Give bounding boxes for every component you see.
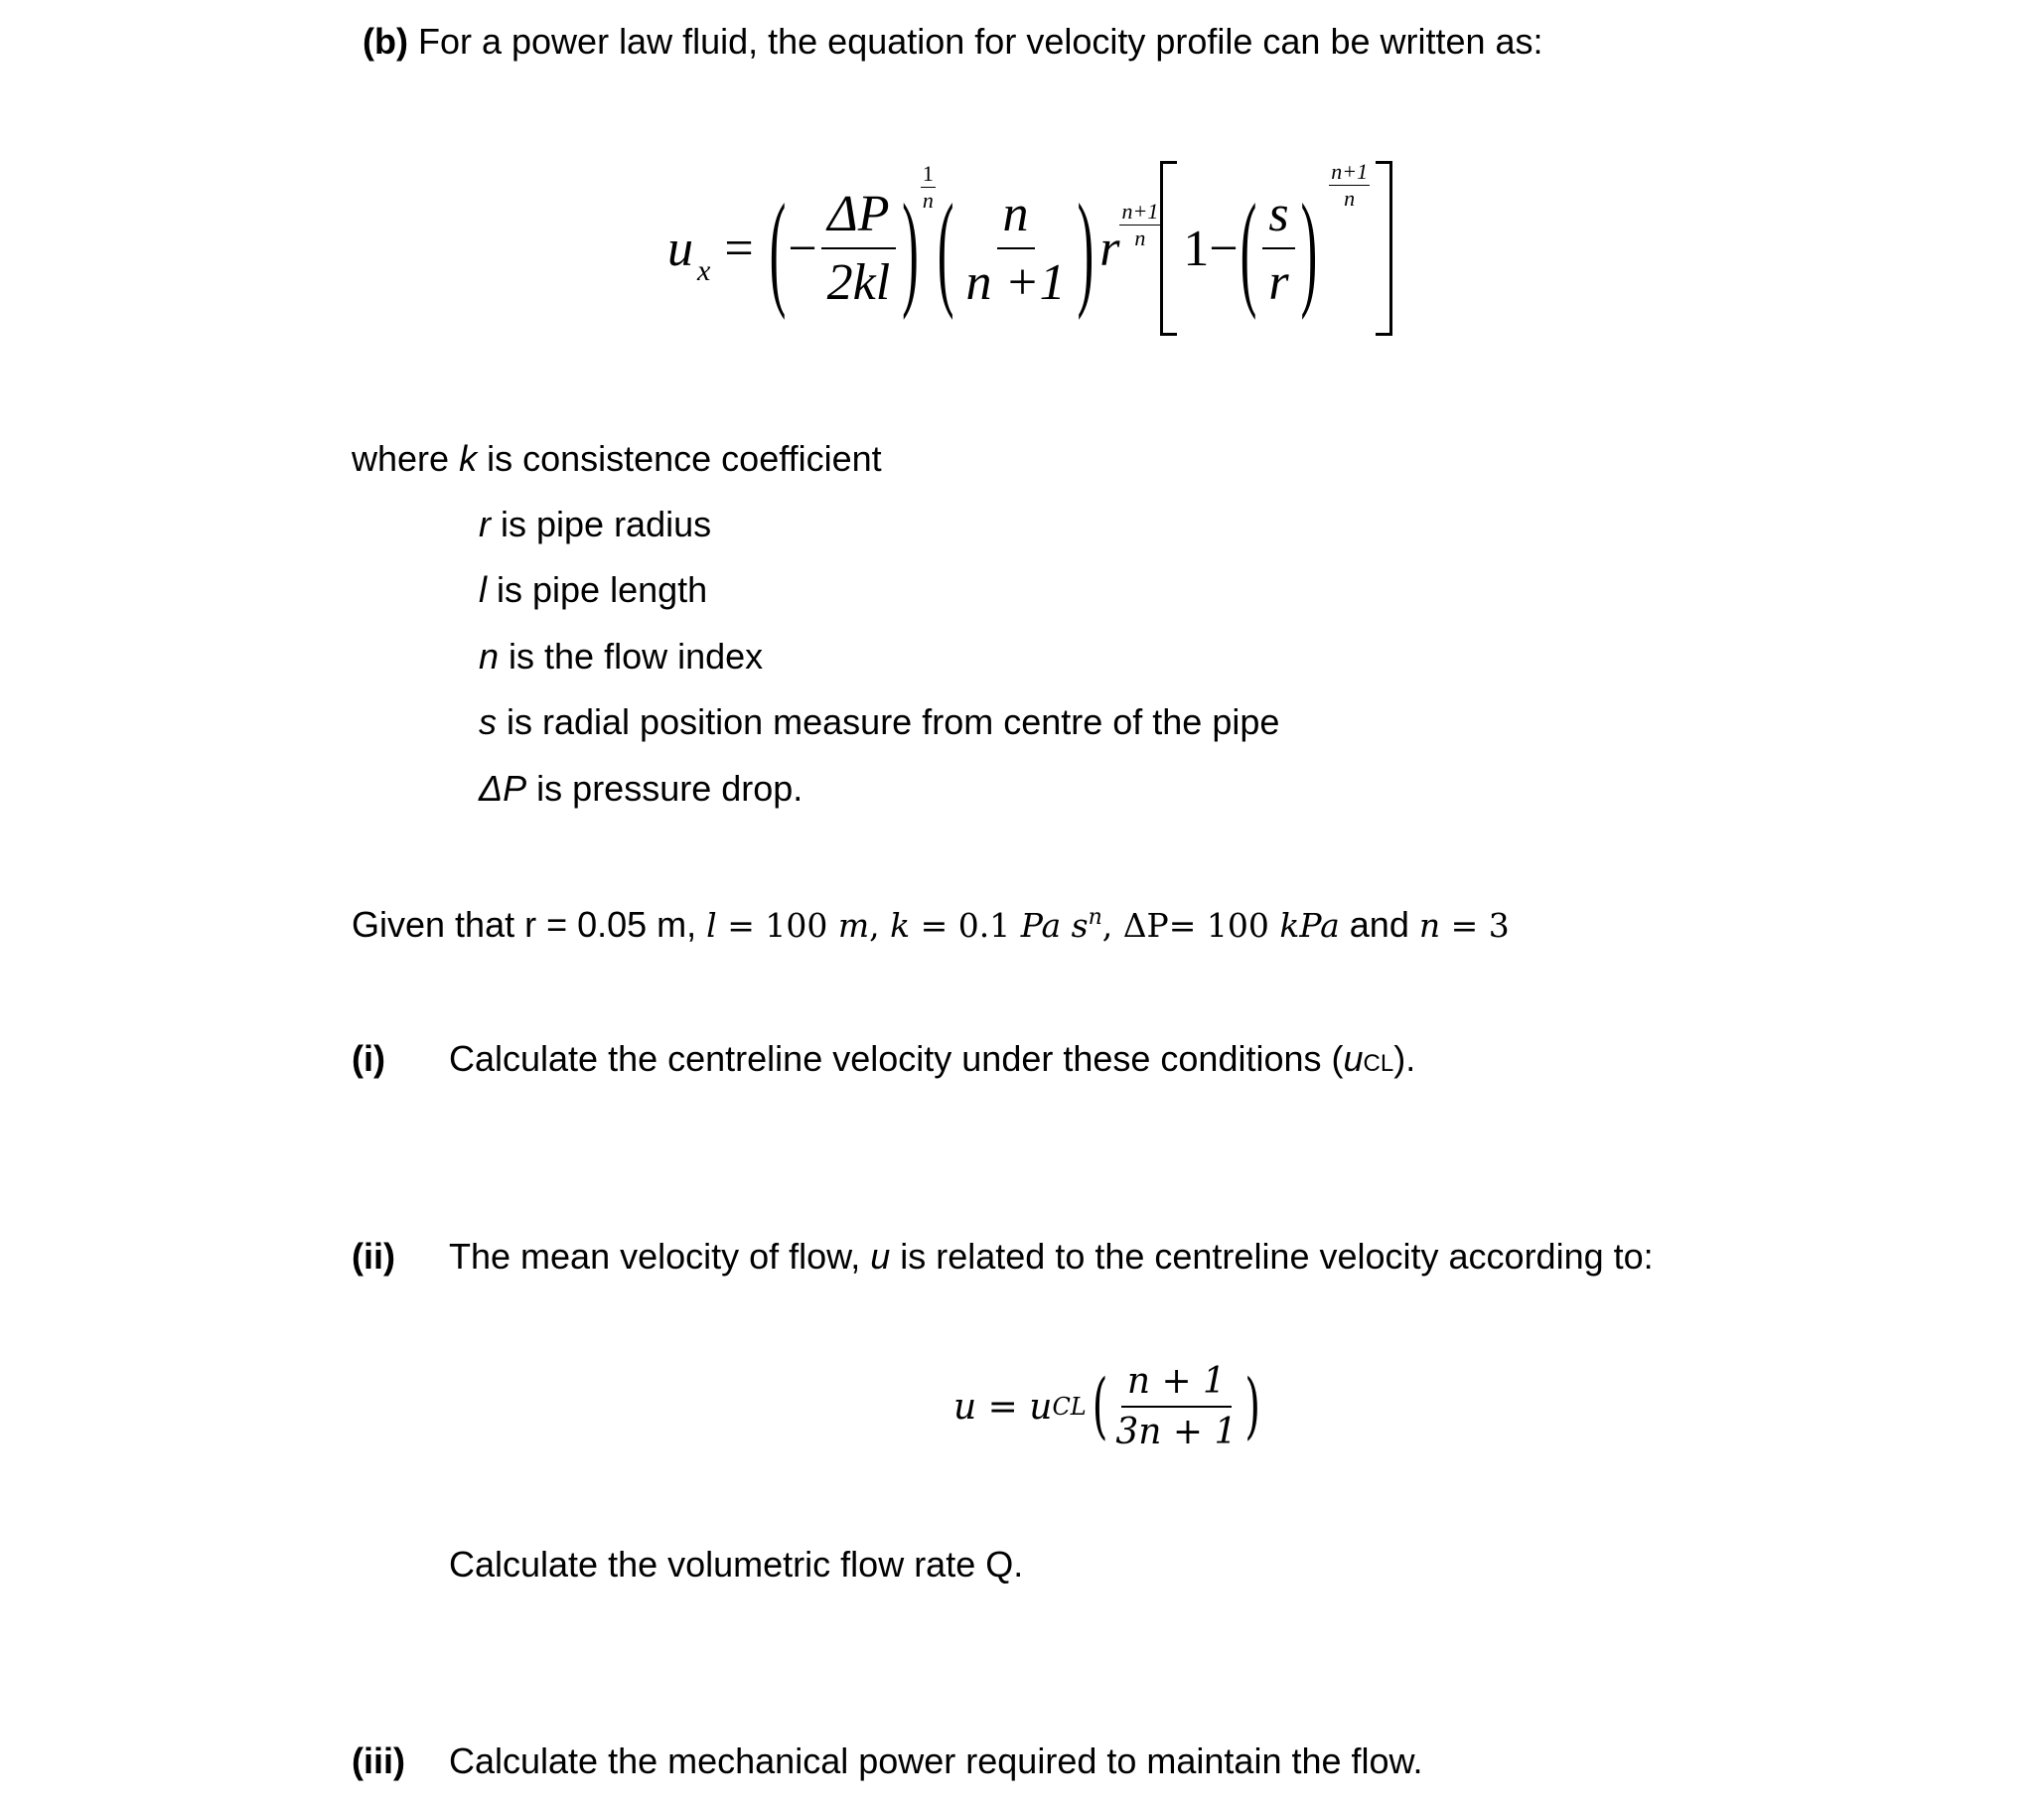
eq-one-minus: 1−	[1183, 220, 1239, 277]
question-text: Calculate the centreline velocity under these conditions (	[449, 1038, 1344, 1079]
def-symbol: n	[479, 636, 500, 677]
definition-k	[352, 438, 882, 479]
def-text: is pipe radius	[491, 504, 712, 544]
frac-num: n + 1	[1121, 1361, 1232, 1408]
def-text: is pipe length	[487, 569, 708, 610]
def-text: is radial position measure from centre of the pipe	[497, 701, 1280, 742]
eq-minus: −	[788, 220, 817, 277]
question-iii-text: Calculate the mechanical power required to maintain the flow.	[449, 1740, 1423, 1781]
question-text: The mean velocity of flow,	[449, 1236, 871, 1277]
given-text: , ΔP= 100	[1101, 906, 1280, 945]
frac-den: n +1	[965, 254, 1066, 311]
eq-lhs-sub: x	[697, 254, 711, 287]
definition-l	[479, 569, 708, 610]
def-text: is pressure drop.	[526, 768, 803, 809]
question-i-label: (i)	[352, 1038, 385, 1079]
def-symbol: ΔP	[479, 768, 527, 809]
fraction-n1-3n1	[1109, 1361, 1242, 1452]
right-paren: )	[1300, 176, 1318, 321]
given-symbol: m	[837, 906, 870, 945]
frac-num: n	[997, 185, 1035, 249]
question-ii-label: (ii)	[352, 1236, 395, 1277]
question-i-text	[449, 1038, 1416, 1079]
frac-den: 2kl	[826, 254, 891, 311]
left-paren: (	[1092, 1365, 1108, 1448]
question-ii-followup: Calculate the volumetric flow rate Q.	[449, 1544, 1024, 1585]
given-text: Given that r = 0.05 m,	[352, 904, 707, 945]
part-intro: For a power law fluid, the equation for velocity profile can be written as:	[417, 21, 1543, 62]
exp-num: n+1	[1121, 199, 1159, 224]
given-exponent: n	[1088, 905, 1102, 930]
given-text: = 0.1	[910, 906, 1021, 945]
frac-num: s	[1262, 185, 1294, 249]
def-symbol: r	[479, 504, 491, 544]
right-paren: )	[1077, 176, 1095, 321]
fraction-dp-2kl	[821, 185, 897, 312]
given-symbol: l	[706, 906, 717, 945]
def-symbol: k	[459, 438, 478, 479]
eq-lhs: u	[667, 220, 693, 277]
definition-r	[479, 504, 712, 544]
question-symbol: u	[870, 1236, 891, 1277]
exponent-1-over-n	[921, 161, 936, 214]
given-text: ,	[869, 906, 891, 945]
question-text: ).	[1393, 1038, 1416, 1079]
exp-den: n	[922, 188, 934, 213]
left-paren: (	[1240, 176, 1257, 321]
frac-den: r	[1268, 254, 1289, 311]
def-symbol: s	[479, 701, 497, 742]
question-subscript: CL	[1363, 1050, 1394, 1077]
given-text: = 100	[716, 906, 838, 945]
frac-num: ΔP	[821, 185, 895, 249]
given-symbol: kPa	[1279, 906, 1340, 945]
right-paren: )	[1244, 1365, 1261, 1448]
right-paren: )	[902, 176, 919, 321]
given-values	[352, 904, 1510, 945]
definition-s	[479, 701, 1280, 742]
left-paren: (	[769, 176, 787, 321]
exponent-n-plus-1-over-n	[1329, 159, 1370, 212]
exp-num: 1	[922, 161, 934, 186]
question-ii-text	[449, 1236, 1654, 1277]
exp-num: n+1	[1331, 159, 1369, 184]
question-iii-label: (iii)	[352, 1740, 405, 1781]
given-symbol: n	[1418, 906, 1441, 945]
fraction-n-over-n-plus-1	[959, 185, 1071, 312]
def-symbol: l	[479, 569, 487, 610]
fraction-s-over-r	[1262, 185, 1294, 312]
velocity-profile-equation	[667, 159, 1392, 338]
right-bracket	[1376, 161, 1392, 336]
eq-lhs: u	[953, 1386, 977, 1428]
given-text: and	[1339, 904, 1419, 945]
def-text: is the flow index	[499, 636, 764, 677]
eq-ucl: u	[1029, 1386, 1053, 1428]
given-text: = 3	[1440, 906, 1510, 945]
definition-dp	[479, 768, 803, 809]
eq-r: r	[1099, 220, 1120, 277]
frac-den: 3n + 1	[1115, 1412, 1238, 1452]
given-symbol: k	[890, 906, 911, 945]
eq-equals: =	[724, 220, 754, 277]
given-symbol: Pa s	[1020, 906, 1089, 945]
question-symbol: u	[1343, 1038, 1364, 1079]
eq-equals: =	[976, 1386, 1030, 1428]
part-label: (b)	[363, 21, 408, 62]
exp-den: n	[1134, 226, 1146, 250]
mean-velocity-equation	[953, 1361, 1262, 1452]
eq-ucl-sub: CL	[1052, 1393, 1087, 1421]
question-text: is related to the centreline velocity according to:	[890, 1236, 1654, 1277]
exp-den: n	[1344, 186, 1356, 211]
left-paren: (	[937, 176, 954, 321]
definition-n	[479, 636, 764, 677]
part-b-heading	[363, 21, 1543, 62]
left-bracket	[1160, 161, 1177, 336]
def-text: is consistence coefficient	[477, 438, 882, 479]
def-lead: where	[352, 438, 460, 479]
exponent-n-plus-1-over-n	[1119, 199, 1160, 251]
